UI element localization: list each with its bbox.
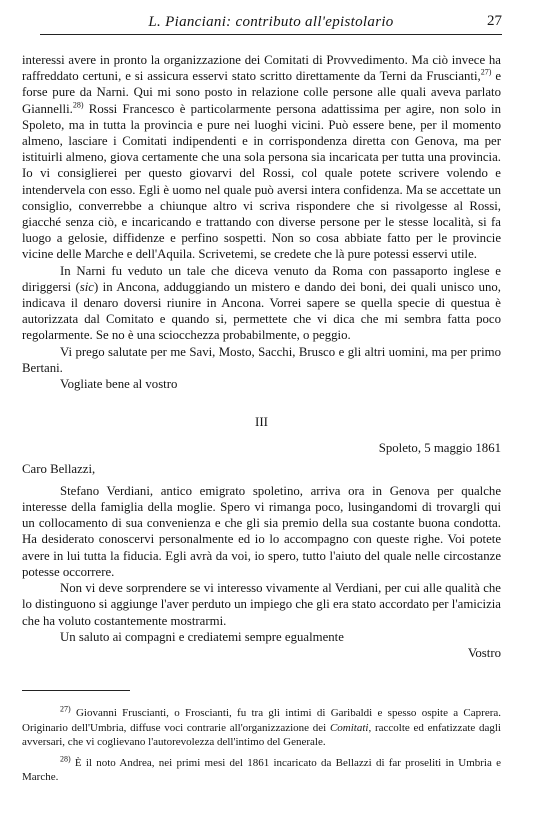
letter-paragraph: Un saluto ai compagni e crediatemi sempre egualmente <box>60 629 344 644</box>
footnote: $^{27)}$ Giovanni Fruscianti, o Froscianti, fu tra gli intimi di Garibaldi e spesso ospite a Caprera. Originario dell'Umbria, diffuse voci contrarie all'organizzazione dei Comitati, raccolte ed enfatizzate dagli avversari, che vi coglievano l'autorevolezza dell'intimo del Generale. <box>22 704 501 748</box>
letter-salutation: Caro Bellazzi, <box>22 461 96 476</box>
footnote-ref-28[interactable]: 28) <box>72 100 84 110</box>
letter-paragraph: Non vi deve sorprendere se vi interesso vivamente al Verdiani, per cui alle qualità che lo distinguono si aggiunge l'aver perduto un impiego che gli era stato accordato per l'amicizia che ha voluto costantemente mostrarmi. <box>22 581 501 628</box>
footnote-number: 28) <box>60 753 71 763</box>
letter-paragraph: In Narni fu veduto un tale che diceva venuto da Roma con passaporto inglese e diriggersi (sic) in Ancona, adduggiando un mistero e dando dei boni, dei quali unisco uno, indicava il denaro doversi riunire in Ancona. Vorrei sapere se quella specie di questua è autorizzata dal Comitato e quando si, permettete che vi dica che mi sembra fatta poco regolarmente. Se no è una sciocchezza probabilmente, o peggio. <box>22 263 501 343</box>
letter-closing: Vogliate bene al vostro <box>60 377 178 392</box>
letter-signoff: Vostro <box>467 645 501 660</box>
letter-paragraph: interessi avere in pronto la organizzazione dei Comitati di Provvedimento. Ma ciò invece ha raffreddato certuni, e si assicura esservi stato scritto direttamente da Terni da Fruscianti,$^{27)}$ e forse pure da Narni. Qui mi sono posto in relazione colle persone alle quali aveva parlato Giannelli.$^{28)}$ Rossi Francesco è particolarmente persona adattissima per agire, non solo in Spoleto, ma in tutta la provincia e pure nei luoghi vicini. Può essere bene, per il momento almeno, lasciare i Comitati indipendenti e in corrispondenza diretta con Genova, ma per istituirli almeno, giova certamente che una sola persona sia incaricata per tutta una provincia. Io vi consiglierei per questo giovarvi del Rossi, col quale potete scrivere volendo e intendervela con esso. Egli è uomo nel quale può aversi intera confidenza. Ma se accettate un consiglio, converrebbe a chiunque altro vi scriva rispondere che si rivolgesse al Rossi, giacché senza ciò, e incaricando e trattando con diverse persone per le stesse località, si fa luogo a gelosie, diffidenze e perfino sospetti. Non so cosa abbiate fatto per le provincie vicine delle Marche e dell'Aquila. Scrivetemi, se credete che là pure potessi esservi utile. <box>22 53 502 262</box>
footnote-ref-27[interactable]: 27) <box>480 67 492 77</box>
letter-paragraph: Vi prego salutate per me Savi, Mosto, Sacchi, Brusco e gli altri uomini, ma per primo Bertani. <box>22 344 501 375</box>
page-number: 27 <box>487 13 502 29</box>
letter-paragraph: Stefano Verdiani, antico emigrato spoletino, arriva ora in Genova per qualche interesse della famiglia della moglie. Spero vi rimanga poco, lusingandomi di trovargli qui un collocamento di sua convenienza e che gli sia premio della sua costante buona condotta. Ha desiderato conoscervi personalmente ed io lo accompagno con queste righe. Voi potete avere in lui tutta la fiducia. Egli avrà da voi, io spero, tutto l'aiuto del quale nelle circostanze potesse occorrere. <box>22 483 501 579</box>
page-body <box>22 52 501 661</box>
section-numeral: III <box>255 414 268 430</box>
footnote: $^{28)}$ È il noto Andrea, nei primi mesi del 1861 incaricato da Bellazzi di far proseliti in Umbria e Marche. <box>22 753 501 783</box>
footnote-number: 27) <box>60 704 71 714</box>
footnotes <box>22 706 501 791</box>
running-header <box>40 12 502 35</box>
footnote-divider <box>22 690 130 691</box>
letter-date: Spoleto, 5 maggio 1861 <box>378 441 501 456</box>
running-title: L. Pianciani: contributo all'epistolario <box>148 14 394 30</box>
